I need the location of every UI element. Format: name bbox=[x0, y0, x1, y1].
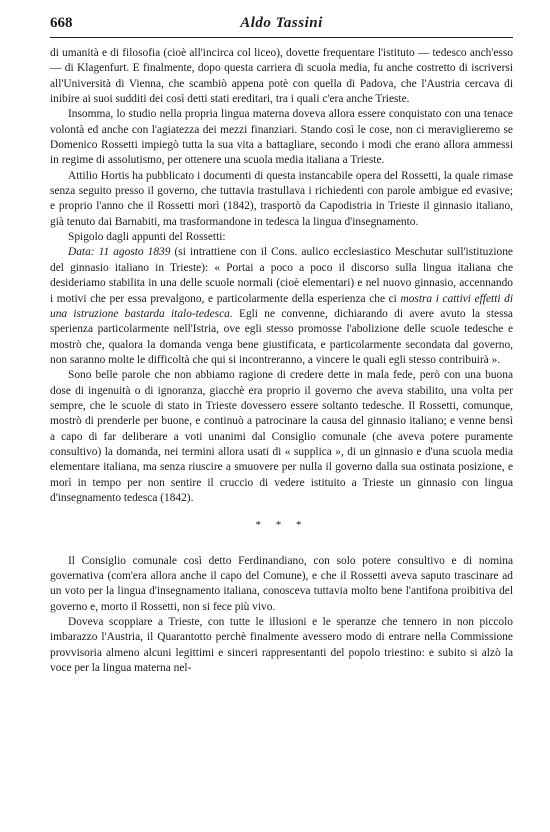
paragraph-1: di umanità e di filosofia (cioè all'incirca col liceo), dovette frequentare l'istituto — tedesco anch'esso — di Klagenfurt. E finalmente, dopo questa carriera di scuola media, fu anche costretto di iscriversi all'Università di Vienna, che scambiò appena potè con quella di Padova, che l'Austria cercava di inibire ai suoi sudditi dei così detti stati ereditari, tra i quali c'era anche Trieste. bbox=[50, 47, 513, 106]
running-head: Aldo Tassini bbox=[240, 15, 323, 31]
paragraph-2: Insomma, lo studio nella propria lingua materna doveva allora essere conquistato con una tenace volontà ed anche con l'agiatezza dei mezzi finanziari. Stando così le cose, non ci meraviglieremo se Domenico Rossetti impiegò tutta la sua vita a battagliare, secondo i modi che erano allora ammessi in regime di assolutismo, per ottenere una scuola media italiana a Trieste. bbox=[50, 108, 513, 167]
quote-part-b: Egli ne convenne, dichiarando di avere avuto la stessa sperienza particolarmente nell'Istria, ove egli stesso promosse l'abolizione delle scuole tedesche e mostrò che, qualora la domanda venga bene giustificata, e particolarmente secondata dal governo, non saranno molte le difficoltà che qui si incontreranno, a vincere le quali egli stesso contribuirà ». bbox=[50, 307, 513, 366]
section-separator: * * * bbox=[255, 519, 308, 532]
header-rule bbox=[50, 37, 513, 38]
page-number: 668 bbox=[50, 15, 73, 31]
paragraph-8: Doveva scoppiare a Trieste, con tutte le illusioni e le speranze che tennero in non piccolo imbarazzo l'Austria, il Quarantotto perchè finalmente avessero modo di entrare nella Commissione provvisoria almeno alcuni legittimi e sinceri rappresentanti del popolo triestino: e subito si alzò la voce per la lingua materna nel- bbox=[50, 616, 513, 675]
paragraph-6: Sono belle parole che non abbiamo ragione di credere dette in mala fede, però con una buona dose di ingenuità o di ignoranza, giacchè era proprio il governo che aveva stabilito, una volta per sempre, che le scuole di stato in Trieste dovessero essere soltanto tedesche. Il Rossetti, comunque, mostrò di prenderle per buone, e continuò a patrocinare la causa del ginnasio italiano; e venne bensì a capo di far deliberare a voti unanimi dal Consiglio comunale (che aveva potere puramente consultivo) la domanda, nei termini allora usati di « supplica », di un ginnasio e d'una scuola media elementare italiana, ma senza riuscire a smuovere per nulla il governo dalla sua ostinata posizione, e morì in tempo per non sentire il cruccio di vedere istituito a Trieste un ginnasio con lingua d'insegnamento tedesca (1842). bbox=[50, 369, 513, 504]
page-header bbox=[50, 15, 513, 35]
body-text bbox=[50, 46, 513, 676]
quote-part-a: (si intrattiene con il Cons. aulico ecclesiastico Meschutar sull'istituzione del ginnasio italiano in Trieste): « Portai a poco a poco il discorso sulla lingua italiana che desideriamo stabilita in una delle scuole normali (cioè elementari) e nel nuovo ginnasio, accennando i motivi che per essa prevalgono, e particolarmente della esperienza che ci bbox=[50, 246, 513, 305]
paragraph-7: Il Consiglio comunale così detto Ferdinandiano, con solo potere consultivo e di nomina governativa (com'era allora anche il capo del Comune), e che il Rossetti aveva saputo trascinare ad un voto per la lingua d'insegnamento italiana, conosceva tuttavia molto bene l'antifona proibitiva del governo e, morto il Rossetti, non si fece più vivo. bbox=[50, 554, 513, 613]
quote-emphasis: mostra i cattivi effetti di una istruzione bastarda italo-tedesca. bbox=[50, 292, 514, 320]
paragraph-4: Spigolo dagli appunti del Rossetti: bbox=[68, 231, 226, 244]
note-date: Data: 11 agosto 1839 bbox=[68, 246, 171, 259]
paragraph-3: Attilio Hortis ha pubblicato i documenti di questa instancabile opera del Rossetti, la quale rimase senza seguito presso il governo, che tuttavia trastullava i richiedenti con parole ambigue ed evasive; e proprio l'anno che il Rossetti morì (1842), trasportò da Capodistria in Trieste il ginnasio italiano, già tenuto dai Barnabiti, ma trasformandone in tedesca la lingua d'insegnamento. bbox=[50, 169, 513, 228]
paragraph-5 bbox=[50, 245, 513, 368]
